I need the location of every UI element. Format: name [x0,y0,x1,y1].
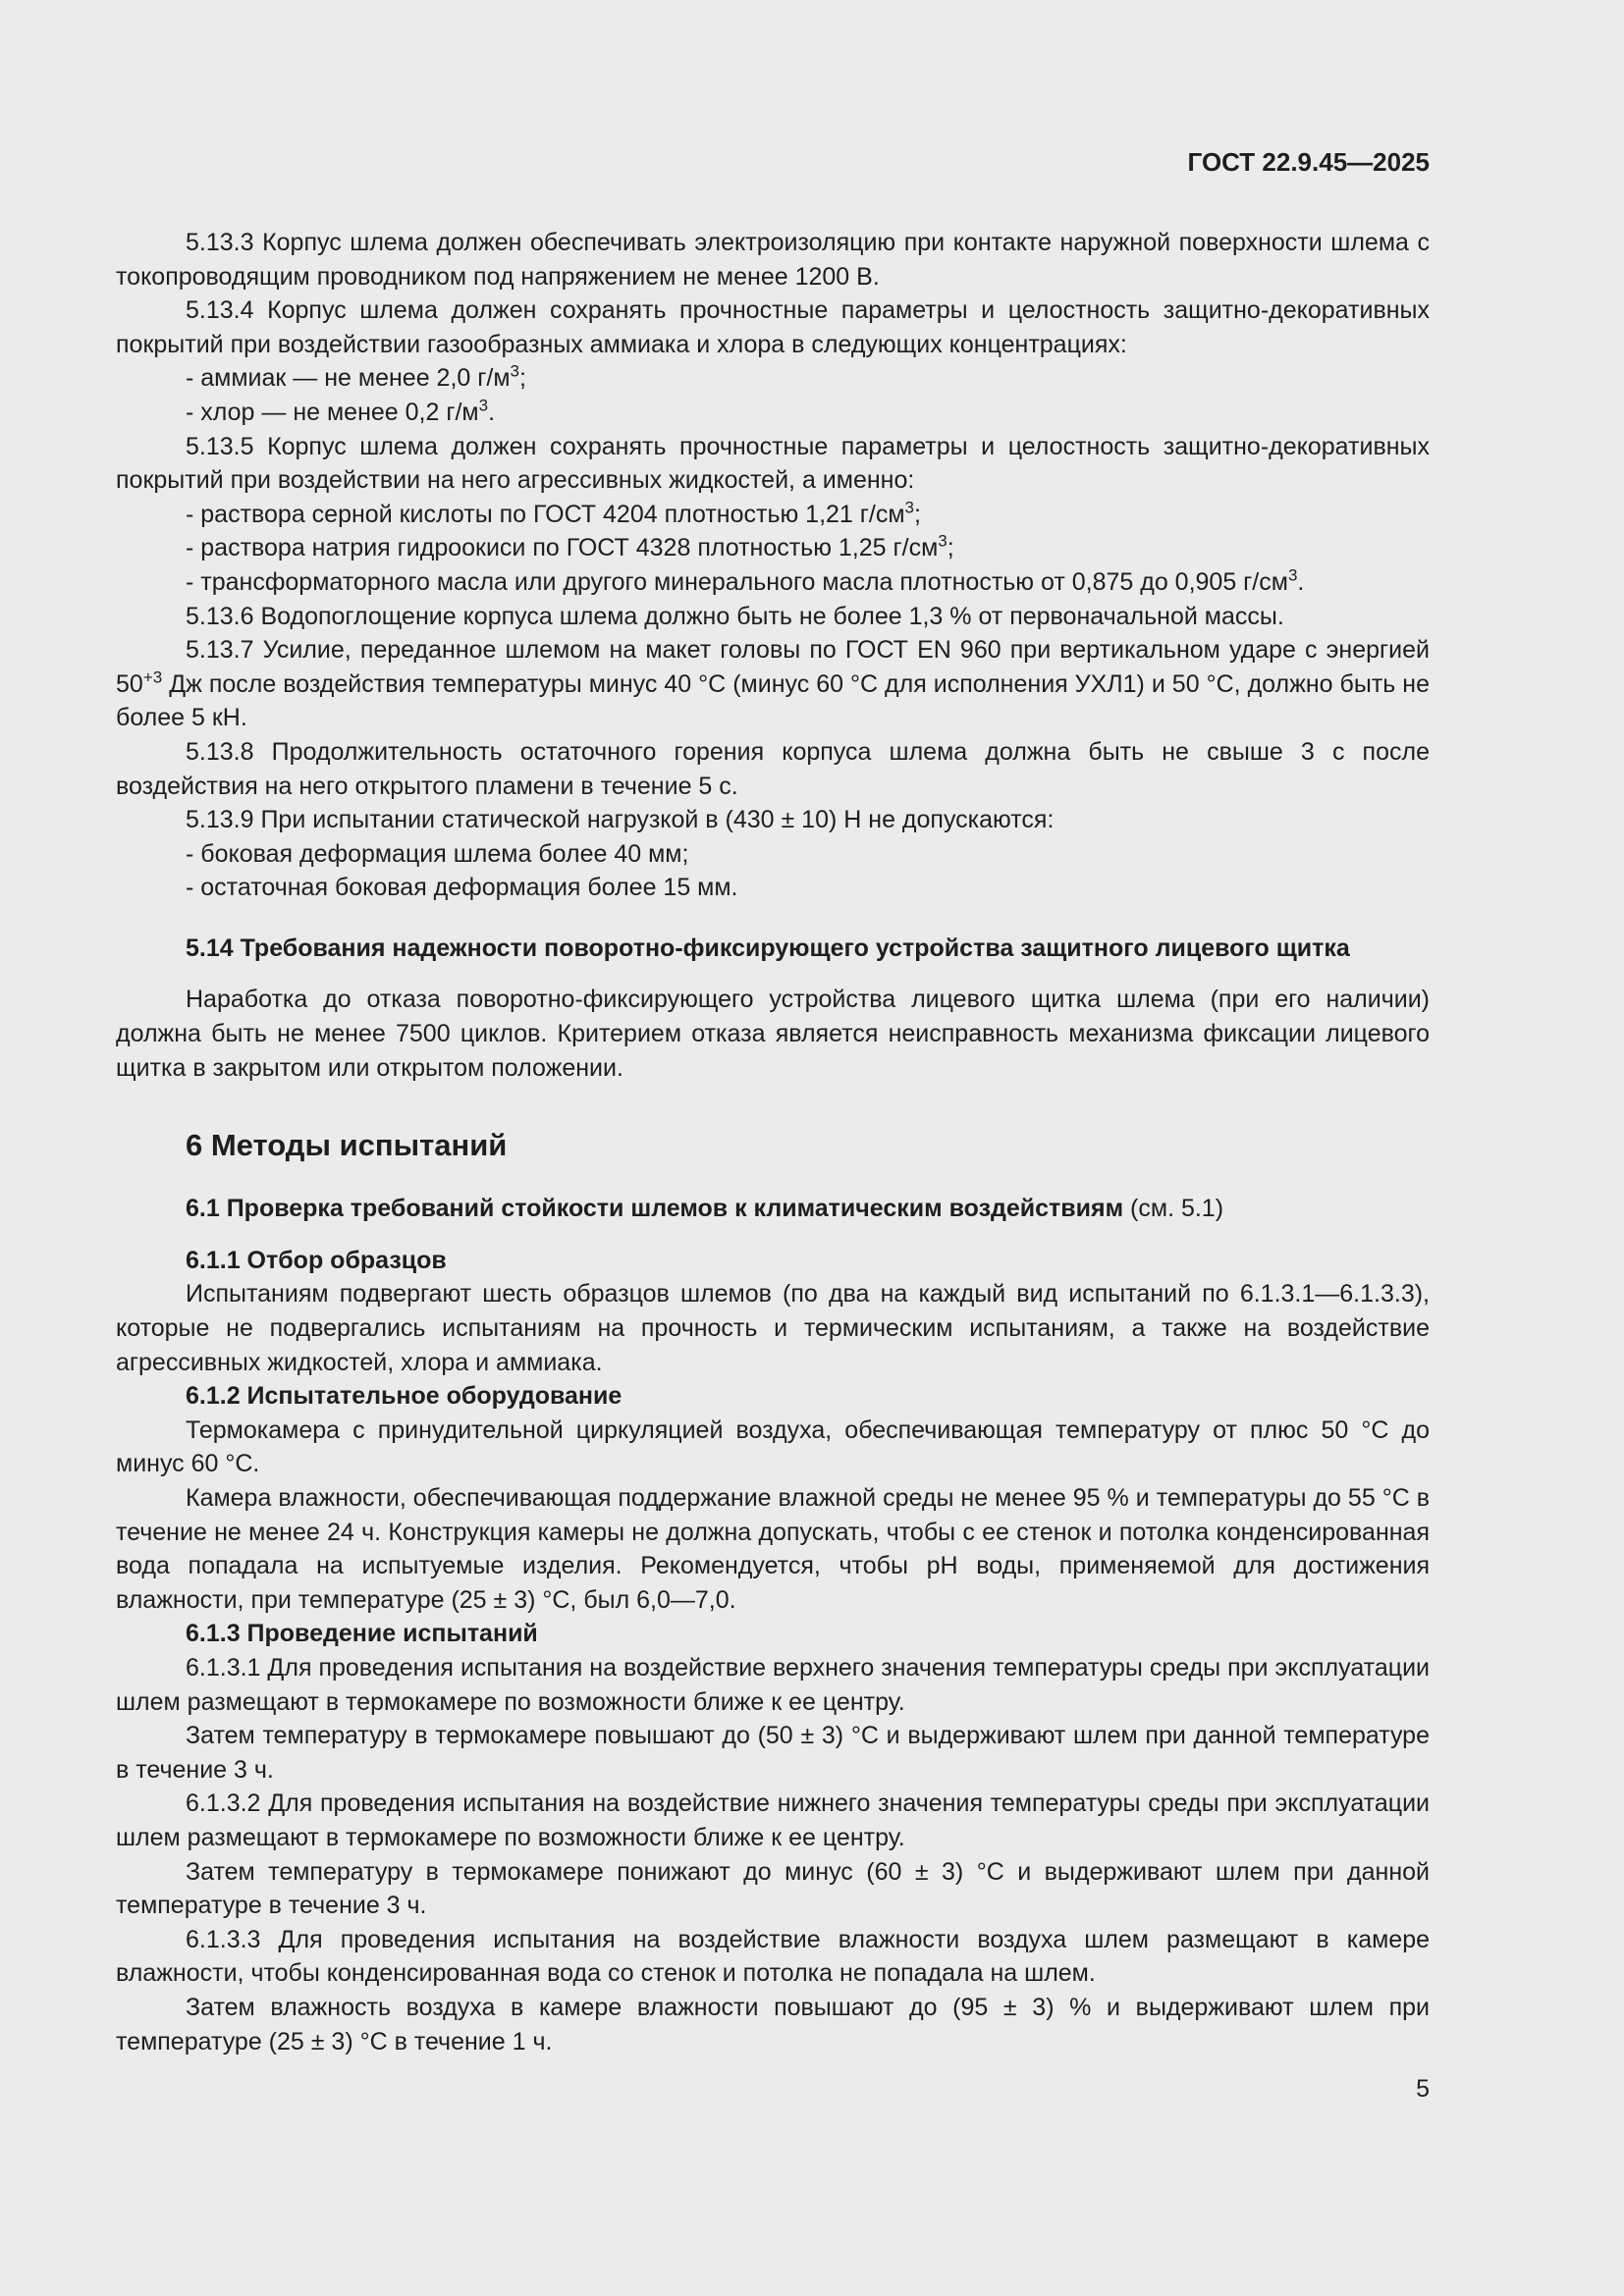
superscript: 3 [510,362,519,382]
clause-6-1-2-humidity-chamber: Камера влажности, обеспечивающая поддержание влажной среды не менее 95 % и температуры до 55 °С в течение не менее 24 ч. Конструкция камеры не должна допускать, чтобы с ее стенок и потолка конденсированная вода попадала на испытуемые изделия. Рекомендуется, чтобы pH воды, применяемой для достижения влажности, при температуре (25 ± 3) °С, был 6,0—7,0. [116,1484,1430,1614]
superscript: 3 [938,532,947,551]
clause-6-1-2-thermochamber: Термокамера с принудительной циркуляцией воздуха, обеспечивающая температуру от плюс 50 °С до минус 60 °С. [116,1415,1430,1478]
list-item-sodium-hydroxide: - раствора натрия гидроокиси по ГОСТ 4328 плотностью 1,25 $г/см^3$; [186,532,954,562]
superscript: 3 [904,498,914,517]
clause-5-13-4: 5.13.4 Корпус шлема должен сохранять прочностные параметры и целостность защитно-декоративных покрытий при воздействии газообразных аммиака и хлора в следующих концентрациях: [116,296,1430,358]
list-item-sulfuric-acid: - раствора серной кислоты по ГОСТ 4204 плотностью 1,21 $г/см^3$; [186,498,921,528]
clause-5-13-9: 5.13.9 При испытании статической нагрузкой в (430 ± 10) Н не допускаются: [186,806,1055,834]
heading-6-1-2: 6.1.2 Испытательное оборудование [186,1382,623,1411]
heading-6-1-3: 6.1.3 Проведение испытаний [186,1620,538,1648]
clause-5-13-6: 5.13.6 Водопоглощение корпуса шлема должно быть не более 1,3 % от первоначальной массы. [186,602,1284,630]
clause-5-13-3: 5.13.3 Корпус шлема должен обеспечивать электроизоляцию при контакте наружной поверхности шлема с токопроводящим проводником под напряжением не менее 1200 В. [116,229,1430,291]
heading-6-1-1: 6.1.1 Отбор образцов [186,1246,447,1274]
heading-6-1: 6.1 Проверка требований стойкости шлемов к климатическим воздействиям (см. 5.1) [186,1195,1224,1223]
list-item-transformer-oil: - трансформаторного масла или другого минерального масла плотностью от 0,875 до 0,905 $г/см^3$. [186,565,1305,596]
superscript: 3 [478,396,489,415]
list-item-residual-deformation: - остаточная боковая деформация более 15 мм. [186,874,738,902]
page-number: 5 [1416,2075,1430,2103]
clause-6-1-3-1: 6.1.3.1 Для проведения испытания на воздействие верхнего значения температуры среды при эксплуатации шлем размещают в термокамере по возможности ближе к ее центру. [116,1653,1430,1716]
list-item-chlorine: - хлор — не менее 0,2 $г/м^3$. [186,396,496,426]
heading-5-14: 5.14 Требования надежности поворотно-фиксирующего устройства защитного лицевого щитка [186,934,1350,962]
section-heading-6: 6 Методы испытаний [186,1128,508,1163]
clause-6-1-1-text: Испытаниям подвергают шесть образцов шлемов (по два на каждый вид испытаний по 6.1.3.1—6.1.3.3), которые не подвергались испытаниям на прочность и термическим испытаниям, а также на воздействие агрессивных жидкостей, хлора и аммиака. [116,1280,1430,1376]
clause-5-14-text: Наработка до отказа поворотно-фиксирующего устройства лицевого щитка шлема (при его наличии) должна быть не менее 7500 циклов. Критерием отказа является неисправность механизма фиксации лицевого щитка в закрытом или открытом положении. [116,986,1430,1082]
clause-6-1-3-2-continuation: Затем температуру в термокамере понижают до минус (60 ± 3) °С и выдерживают шлем при данной температуре в течение 3 ч. [116,1857,1430,1920]
tolerance-superscript: +3 [142,667,163,687]
clause-5-13-5: 5.13.5 Корпус шлема должен сохранять прочностные параметры и целостность защитно-декоративных покрытий при воздействии на него агрессивных жидкостей, а именно: [116,432,1430,495]
clause-5-13-7: 5.13.7 Усилие, переданное шлемом на макет головы по ГОСТ EN 960 при вертикальном ударе с энергией $50^{+3}$ Дж после воздействия температуры минус 40 °С (минус 60 °С для исполнения УХЛ1) и 50 °С, должно быть не более 5 кН. [116,636,1430,732]
superscript: 3 [1287,565,1298,585]
clause-6-1-3-2: 6.1.3.2 Для проведения испытания на воздействие нижнего значения температуры среды при эксплуатации шлем размещают в термокамере по возможности ближе к ее центру. [116,1789,1430,1851]
document-body [116,226,1430,2058]
list-item-lateral-deformation: - боковая деформация шлема более 40 мм; [186,839,689,868]
clause-6-1-3-1-continuation: Затем температуру в термокамере повышают до (50 ± 3) °С и выдерживают шлем при данной температуре в течение 3 ч. [116,1722,1430,1784]
clause-6-1-3-3-continuation: Затем влажность воздуха в камере влажности повышают до (95 ± 3) % и выдерживают шлем при температуре (25 ± 3) °С в течение 1 ч. [116,1993,1430,2056]
document-code: ГОСТ 22.9.45—2025 [1187,147,1430,177]
clause-6-1-3-3: 6.1.3.3 Для проведения испытания на воздействие влажности воздуха шлем размещают в камере влажности, чтобы конденсированная вода со стенок и потолка не попадала на шлем. [116,1925,1430,1988]
clause-5-13-8: 5.13.8 Продолжительность остаточного горения корпуса шлема должна быть не свыше 3 с после воздействия на него открытого пламени в течение 5 с. [116,737,1430,800]
list-item-ammonia: - аммиак — не менее 2,0 $г/м^3$; [186,362,526,393]
